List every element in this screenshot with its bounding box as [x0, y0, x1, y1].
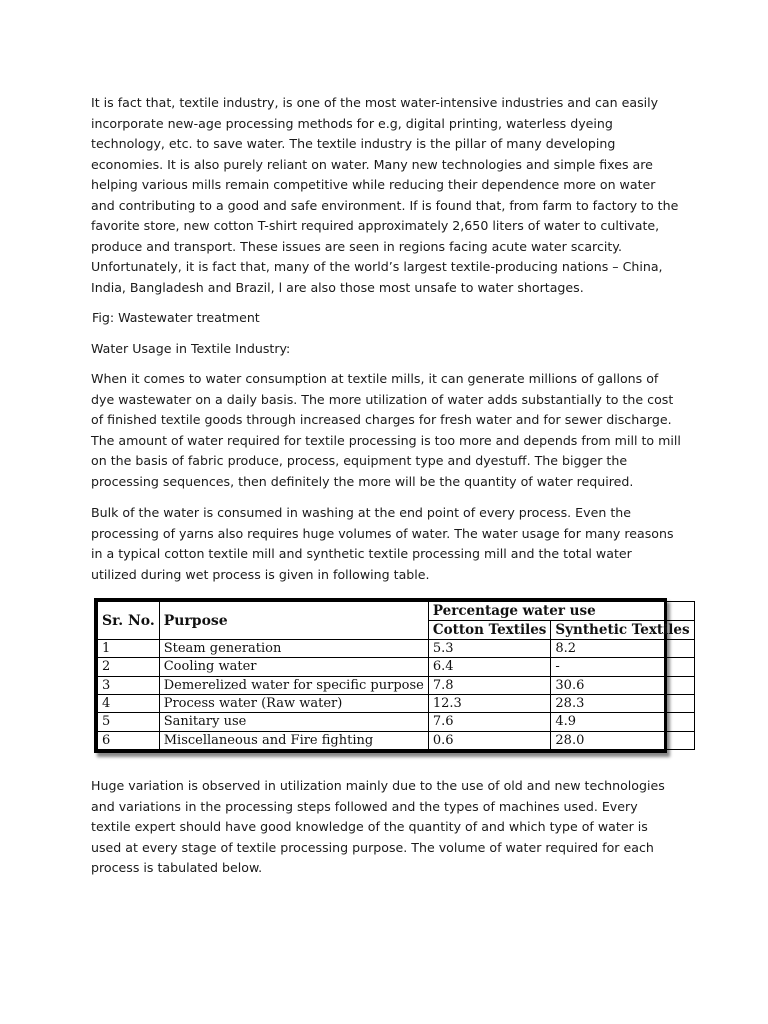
header-percentage-water-use: Percentage water use [428, 602, 694, 621]
bulk-water-paragraph: Bulk of the water is consumed in washing at the end point of every process. Even the processing of yarns also requires huge volumes of water. The water usage for many reasons in a typical cotton textile mill and synthetic textile processing mill and the total water utilized during wet process is given in following table. [91, 505, 674, 582]
cell-cotton: 12.3 [428, 694, 551, 712]
cell-cotton: 7.8 [428, 676, 551, 694]
water-use-table [94, 598, 690, 753]
table-row [98, 731, 695, 749]
cell-sr-no: 6 [98, 731, 160, 749]
figure-caption: Fig: Wastewater treatment [92, 310, 260, 325]
cell-synthetic: 28.3 [551, 694, 694, 712]
cell-purpose: Process water (Raw water) [159, 694, 428, 712]
cell-cotton: 7.6 [428, 713, 551, 731]
table-row [98, 676, 695, 694]
table-row [98, 640, 695, 658]
cell-purpose: Sanitary use [159, 713, 428, 731]
cell-sr-no: 5 [98, 713, 160, 731]
cell-purpose: Steam generation [159, 640, 428, 658]
cell-sr-no: 3 [98, 676, 160, 694]
header-synthetic-textiles: Synthetic Textiles [551, 621, 694, 640]
header-purpose: Purpose [159, 602, 428, 640]
cell-sr-no: 2 [98, 658, 160, 676]
table-row [98, 658, 695, 676]
table-row [98, 694, 695, 712]
cell-synthetic: 4.9 [551, 713, 694, 731]
cell-purpose: Miscellaneous and Fire fighting [159, 731, 428, 749]
cell-synthetic: 30.6 [551, 676, 694, 694]
cell-synthetic: 28.0 [551, 731, 694, 749]
variation-paragraph: Huge variation is observed in utilization mainly due to the use of old and new technologies and variations in the processing steps followed and the types of machines used. Every textile expert should have good knowledge of the quantity of and which type of water is used at every stage of textile processing purpose. The volume of water required for each process is tabulated below. [91, 778, 665, 875]
table-row [98, 713, 695, 731]
intro-paragraph: It is fact that, textile industry, is one of the most water-intensive industries and can easily incorporate new-age processing methods for e.g, digital printing, waterless dyeing technology, etc. to save water. The textile industry is the pillar of many developing economies. It is also purely reliant on water. Many new technologies and simple fixes are helping various mills remain competitive while reducing their dependence more on water and contributing to a good and safe environment. If is found that, from farm to factory to the favorite store, new cotton T-shirt required approximately 2,650 liters of water to cultivate, produce and transport. These issues are seen in regions facing acute water scarcity. Unfortunately, it is fact that, many of the world’s largest textile-producing nations – China, India, Bangladesh and Brazil, l are also those most unsafe to water shortages. [91, 95, 679, 295]
consumption-paragraph: When it comes to water consumption at textile mills, it can generate millions of gallons of dye wastewater on a daily basis. The more utilization of water adds substantially to the cost of finished textile goods through increased charges for fresh water and for sewer discharge. The amount of water required for textile processing is too more and depends from mill to mill on the basis of fabric produce, process, equipment type and dyestuff. The bigger the processing sequences, then definitely the more will be the quantity of water required. [91, 371, 681, 489]
cell-cotton: 5.3 [428, 640, 551, 658]
cell-purpose: Demerelized water for specific purpose [159, 676, 428, 694]
cell-synthetic: 8.2 [551, 640, 694, 658]
cell-purpose: Cooling water [159, 658, 428, 676]
water-use-table-grid [97, 601, 695, 750]
cell-cotton: 6.4 [428, 658, 551, 676]
cell-synthetic: - [551, 658, 694, 676]
cell-cotton: 0.6 [428, 731, 551, 749]
header-sr-no: Sr. No. [98, 602, 160, 640]
section-heading: Water Usage in Textile Industry: [91, 341, 291, 356]
table-header-row [98, 602, 695, 621]
header-cotton-textiles: Cotton Textiles [428, 621, 551, 640]
cell-sr-no: 1 [98, 640, 160, 658]
cell-sr-no: 4 [98, 694, 160, 712]
